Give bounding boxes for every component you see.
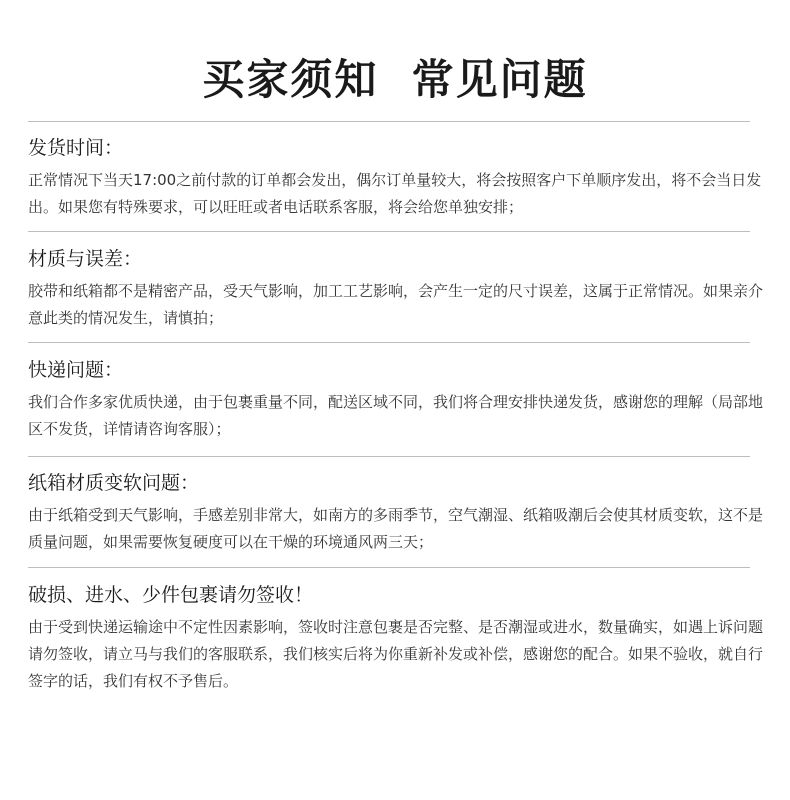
section-body: 由于纸箱受到天气影响，手感差别非常大，如南方的多雨季节，空气潮湿、纸箱吸潮后会使其材质变软，这不是质量问题，如果需要恢复硬度可以在干燥的环境通风两三天； bbox=[28, 506, 764, 551]
section-heading: 纸箱材质变软问题： bbox=[28, 472, 200, 494]
section-material-tolerance bbox=[28, 246, 768, 332]
section-heading: 材质与误差： bbox=[28, 248, 143, 270]
divider bbox=[28, 231, 750, 232]
divider bbox=[28, 456, 750, 457]
section-heading: 发货时间： bbox=[28, 137, 124, 159]
section-body: 胶带和纸箱都不是精密产品，受天气影响，加工工艺影响，会产生一定的尺寸误差，这属于正常情况。如果亲介意此类的情况发生，请慎拍； bbox=[28, 282, 764, 327]
section-carton-softening bbox=[28, 470, 768, 556]
section-heading: 快递问题： bbox=[28, 359, 124, 381]
section-body: 我们合作多家优质快递，由于包裹重量不同，配送区域不同，我们将合理安排快递发货，感谢您的理解（局部地区不发货，详情请咨询客服）； bbox=[28, 393, 764, 438]
section-body: 由于受到快递运输途中不定性因素影响，签收时注意包裹是否完整、是否潮湿或进水，数量确实，如遇上诉问题请勿签收，请立马与我们的客服联系，我们核实后将为你重新补发或补偿，感谢您的配合。如果不验收，就自行签字的话，我们有权不予售后。 bbox=[28, 618, 764, 690]
section-heading: 破损、进水、少件包裹请勿签收！ bbox=[28, 584, 314, 606]
page-title: 买家须知 常见问题 bbox=[202, 55, 588, 104]
section-shipping-time bbox=[28, 135, 768, 221]
divider bbox=[28, 121, 750, 122]
divider bbox=[28, 567, 750, 568]
section-delivery bbox=[28, 357, 768, 443]
divider bbox=[28, 342, 750, 343]
section-damaged-package bbox=[28, 582, 768, 695]
section-body: 正常情况下当天17:00之前付款的订单都会发出，偶尔订单量较大，将会按照客户下单顺序发出，将不会当日发出。如果您有特殊要求，可以旺旺或者电话联系客服，将会给您单独安排； bbox=[28, 171, 762, 216]
